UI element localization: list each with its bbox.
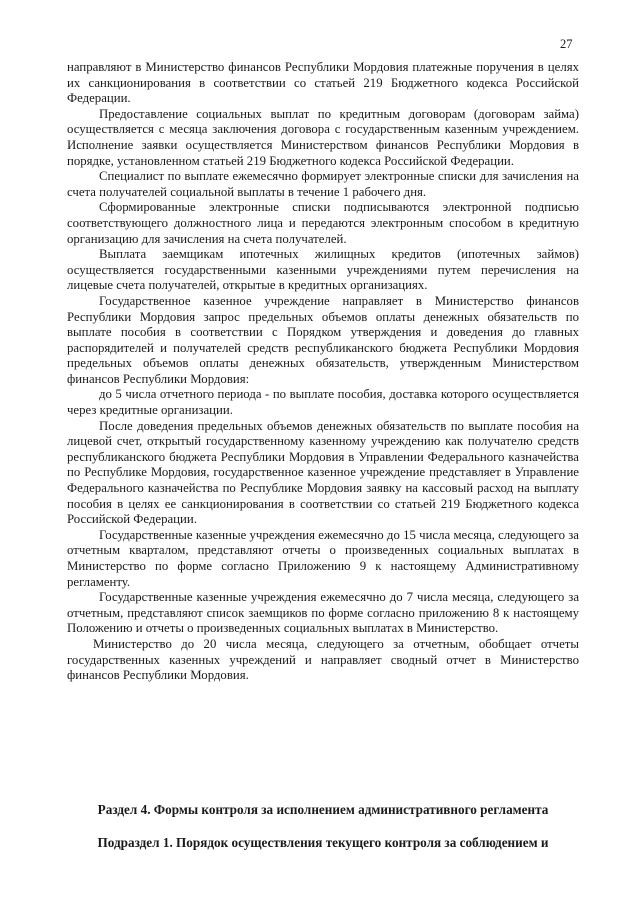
paragraph-2: Предоставление социальных выплат по кредитным договорам (договорам займа) осуществляется с месяца заключения договора с государственным казенным учреждением. Исполнение заявки осуществляется Министерством финансов Республики Мордовия в порядке, установленном статьей 219 Бюджетного кодекса Российской Федерации. (67, 106, 579, 168)
paragraph-4: Сформированные электронные списки подписываются электронной подписью соответствующего должностного лица и передаются электронным способом в кредитную организацию для зачисления на счета получателей. (67, 200, 579, 246)
paragraph-3: Специалист по выплате ежемесячно формирует электронные списки для зачисления на счета получателей социальной выплаты в течение 1 рабочего дня. (67, 169, 579, 199)
section-heading: Раздел 4. Формы контроля за исполнением административного регламента (97, 802, 549, 817)
paragraph-1: направляют в Министерство финансов Республики Мордовия платежные поручения в целях их санкционирования в соответствии со статьей 219 Бюджетного кодекса Российской Федерации. (67, 60, 579, 106)
paragraph-11: Министерство до 20 числа месяца, следующего за отчетным, обобщает отчеты государственных казенных учреждений и направляет сводный отчет в Министерство финансов Республики Мордовия. (67, 636, 579, 683)
paragraph-10: Государственные казенные учреждения ежемесячно до 7 числа месяца, следующего за отчетным, представляют список заемщиков по форме согласно приложению 8 к настоящему Положению и отчеты о произведенных социальных выплатах в Министерство. (67, 590, 579, 636)
body-text (67, 60, 579, 684)
paragraph-9: Государственные казенные учреждения ежемесячно до 15 числа месяца, следующего за отчетным кварталом, представляют отчеты о произведенных социальных выплатах в Министерство по форме согласно Приложению 9 к настоящему Административному регламенту. (67, 527, 579, 589)
paragraph-6: Государственное казенное учреждение направляет в Министерство финансов Республики Мордовия запрос предельных объемов оплаты денежных обязательств по выплате пособия в соответствии с Порядком утверждения и доведения до главных распорядителей и получателей средств республиканского бюджета Республики Мордовия предельных объемов оплаты денежных обязательств, утвержденным Министерством финансов Республики Мордовия: (67, 293, 579, 386)
paragraph-7: до 5 числа отчетного периода - по выплате пособия, доставка которого осуществляется через кредитные организации. (67, 387, 579, 418)
paragraph-8: После доведения предельных объемов денежных обязательств по выплате пособия на лицевой счет, открытый государственному казенному учреждению как получателю средств республиканского бюджета Республики Мордовия в Управлении Федерального казначейства по Республике Мордовия, государственное казенное учреждение представляет в Управление Федерального казначейства по Республике Мордовия заявку на кассовый расход на выплату пособия в целях ее санкционирования в соответствии со статьей 219 Бюджетного кодекса Российской Федерации. (67, 418, 579, 527)
subsection-heading: Подраздел 1. Порядок осуществления текущего контроля за соблюдением и (97, 835, 549, 850)
page-number: 27 (560, 37, 573, 51)
paragraph-5: Выплата заемщикам ипотечных жилищных кредитов (ипотечных займов) осуществляется государственными казенными учреждениями путем перечисления на лицевые счета получателей, открытые в кредитных организациях. (67, 247, 579, 293)
